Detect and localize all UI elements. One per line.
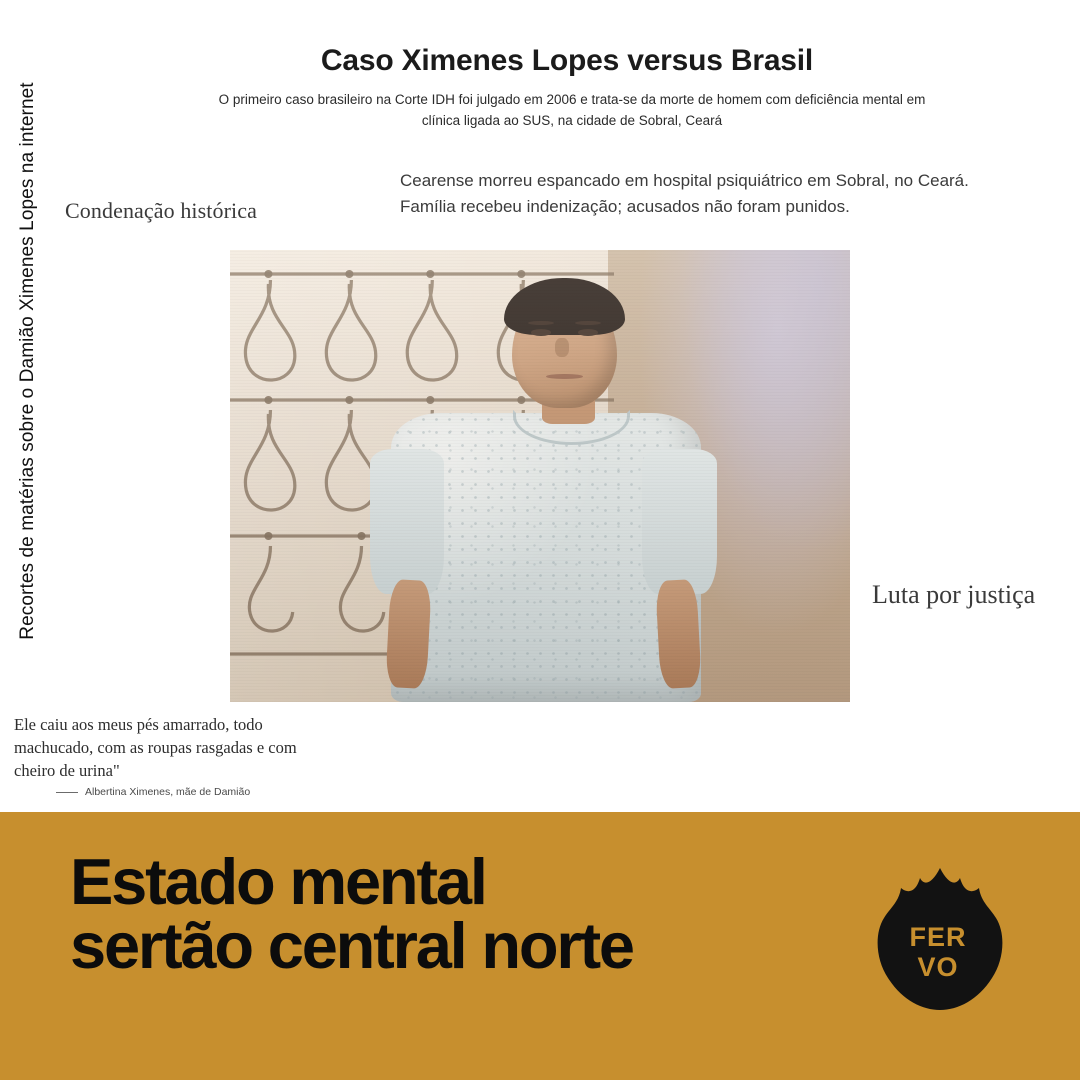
attribution-rule-icon xyxy=(56,792,78,793)
vertical-caption: Recortes de matérias sobre o Damião Ximenes Lopes na internet xyxy=(17,82,38,640)
svg-text:FER: FER xyxy=(909,922,967,952)
attribution-text: Albertina Ximenes, mãe de Damião xyxy=(85,786,251,798)
left-rail xyxy=(0,0,62,812)
photo-illustration xyxy=(230,250,850,702)
side-label: Luta por justiça xyxy=(872,580,1036,609)
footer-title-line-1: Estado mental xyxy=(70,845,486,918)
pull-quote: Ele caiu aos meus pés amarrado, todo machucado, com as roupas rasgadas e com cheiro de urina" xyxy=(14,715,297,780)
article-photo xyxy=(230,250,850,702)
kicker-label: Condenação histórica xyxy=(65,198,257,223)
svg-text:VO: VO xyxy=(917,952,959,982)
pull-quote-attribution xyxy=(56,786,356,798)
deck-text: Cearense morreu espancado em hospital psiquiátrico em Sobral, no Ceará. Família recebeu indenização; acusados não foram punidos. xyxy=(400,171,969,217)
footer-title-line-2: sertão central norte xyxy=(70,908,633,982)
footer-band xyxy=(0,812,1080,1080)
photo-grain-overlay xyxy=(230,250,850,702)
standfirst-text: O primeiro caso brasileiro na Corte IDH foi julgado em 2006 e trata-se da morte de homem com deficiência mental em clínica ligada ao SUS, na cidade de Sobral, Ceará xyxy=(218,92,926,128)
page-title: Caso Ximenes Lopes versus Brasil xyxy=(320,44,814,77)
footer-title xyxy=(70,845,633,982)
fervo-flame-logo-icon xyxy=(870,864,1010,1014)
